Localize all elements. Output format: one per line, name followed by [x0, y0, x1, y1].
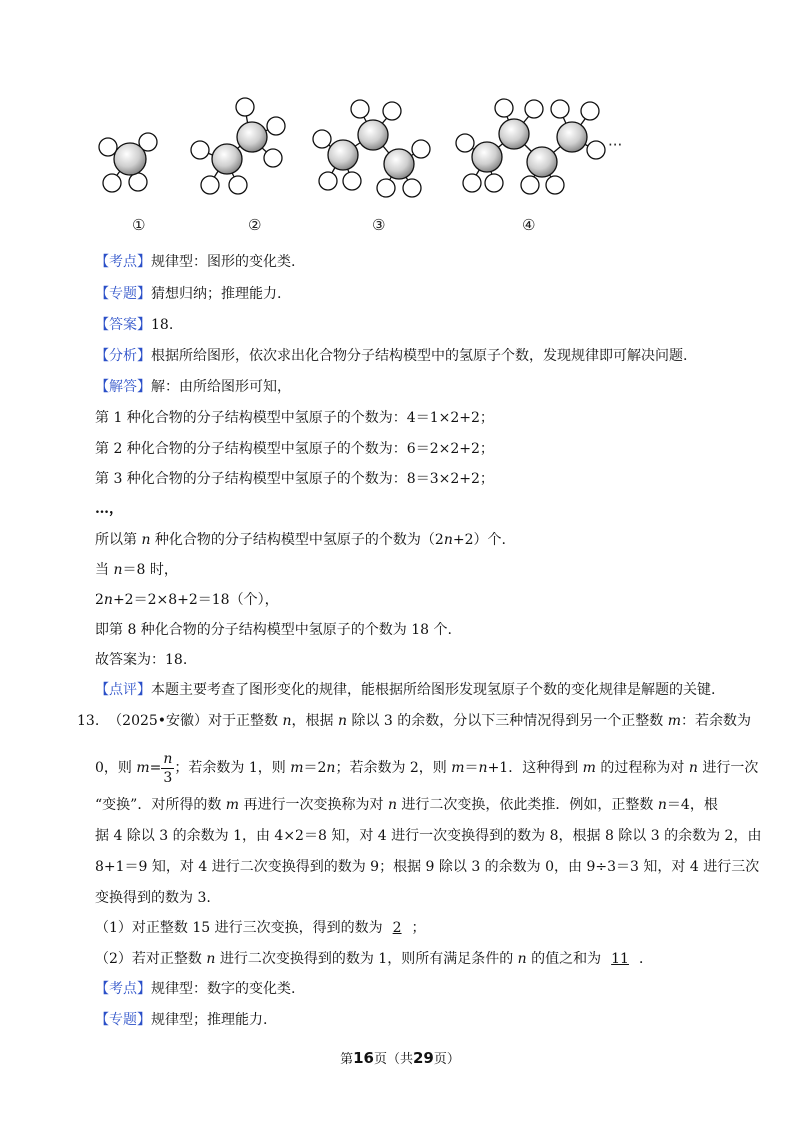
q13-source: （2025•安徽）	[108, 713, 209, 729]
text-seg: 再进行一次变换称为对	[239, 797, 388, 813]
kaodian-line-1	[95, 252, 295, 272]
analysis-line	[95, 346, 687, 366]
text-seg: +2）个.	[452, 532, 506, 548]
text-seg: +2＝2×8+2＝18（个），	[112, 592, 279, 608]
fraction-numerator: n	[163, 750, 173, 767]
var-n: n	[657, 797, 667, 813]
fraction-denominator: 3	[163, 769, 173, 786]
page-number: 16	[353, 1049, 374, 1067]
text-seg: 进行一次	[697, 760, 759, 776]
comment-tag: 【点评】	[95, 682, 151, 698]
text-seg: 对于正整数	[208, 713, 283, 729]
solution-tag: 【解答】	[95, 379, 151, 395]
answer-tag: 【答案】	[95, 317, 151, 333]
figure-ellipsis: ···	[608, 136, 623, 154]
solution-final: 故答案为：18.	[95, 652, 188, 668]
answer-blank-1: 2	[392, 920, 402, 936]
solution-line	[95, 377, 291, 397]
solution-step-3: 第 3 种化合物的分子结构模型中氢原子的个数为：8＝3×2+2；	[95, 471, 494, 487]
solution-compute	[95, 590, 279, 610]
var-n: n	[206, 951, 216, 967]
var-n: n	[688, 760, 698, 776]
text-seg: 进行二次变换得到的数为 1，则所有满足条件的	[215, 951, 518, 967]
var-n: n	[282, 713, 292, 729]
text-seg: 2	[95, 592, 104, 608]
text-seg: “变换”．对所得的数	[95, 797, 226, 813]
comment-text: 本题主要考查了图形变化的规律，能根据所给图形发现氢原子个数的变化规律是解题的关键.	[151, 682, 716, 698]
text-seg: 种化合物的分子结构模型中氢原子的个数为（2	[150, 532, 444, 548]
analysis-tag: 【分析】	[95, 348, 151, 364]
text-seg: ：若余数为	[681, 713, 752, 729]
var-n: n	[141, 532, 151, 548]
text-seg: 页（共	[373, 1052, 413, 1067]
q13-line-2	[95, 748, 758, 788]
answer-blank-2: 11	[611, 951, 629, 967]
var-n: n	[113, 562, 123, 578]
q13-subquestion-1	[95, 918, 426, 938]
var-n: n	[326, 760, 336, 776]
text-seg: 0，则	[95, 760, 137, 776]
solution-text: 解：由所给图形可知，	[151, 379, 291, 395]
kaodian-tag: 【考点】	[95, 981, 151, 997]
text-seg: ＝	[464, 760, 479, 776]
var-n: n	[387, 797, 397, 813]
q13-subquestion-2	[95, 949, 653, 969]
text-seg: 当	[95, 562, 114, 578]
kaodian-tag: 【考点】	[95, 254, 151, 270]
text-seg: 第	[340, 1052, 354, 1067]
var-m: m	[451, 760, 465, 776]
var-n: n	[103, 592, 113, 608]
solution-step-1: 第 1 种化合物的分子结构模型中氢原子的个数为：4＝1×2+2；	[95, 410, 494, 426]
zhuanti-text: 猜想归纳；推理能力.	[151, 286, 282, 302]
molecule-4	[456, 99, 605, 194]
q13-line-5: 8+1＝9 知，对 4 进行二次变换得到的数为 9；根据 9 除以 3 的余数为 0，由 9÷3＝3 知，对 4 进行三次	[95, 859, 760, 875]
molecule-1	[99, 133, 157, 192]
text-seg: ；	[411, 920, 426, 936]
text-seg: ；若余数为 1，则	[174, 760, 291, 776]
q13-line-4: 据 4 除以 3 的余数为 1，由 4×2＝8 知，对 4 进行一次变换得到的数为 8，根据 8 除以 3 的余数为 2，由	[95, 828, 762, 844]
kaodian-text: 规律型：数字的变化类.	[151, 981, 296, 997]
figure-label-4: ④	[522, 216, 536, 234]
text-seg: ，根据	[291, 713, 338, 729]
molecule-2	[191, 98, 285, 194]
var-m: m	[667, 713, 682, 729]
kaodian-line-2	[95, 979, 295, 999]
var-m: m	[582, 760, 596, 776]
comment-line	[95, 680, 715, 700]
solution-general	[95, 530, 506, 550]
var-m: m	[225, 797, 240, 813]
q13-line-3	[95, 795, 718, 815]
fraction-n-over-3	[161, 750, 174, 787]
var-n: n	[478, 760, 488, 776]
q13-line-1	[77, 711, 751, 731]
zhuanti-tag: 【专题】	[95, 1012, 151, 1028]
text-seg: ＝4，根	[666, 797, 718, 813]
kaodian-text: 规律型：图形的变化类.	[151, 254, 296, 270]
figure-label-2: ②	[248, 216, 262, 234]
solution-step-2: 第 2 种化合物的分子结构模型中氢原子的个数为：6＝2×2+2；	[95, 441, 494, 457]
text-seg: 的值之和为	[526, 951, 602, 967]
var-m: m	[136, 760, 150, 776]
zhuanti-line-1	[95, 284, 281, 304]
text-seg: 页）	[433, 1052, 460, 1067]
var-n: n	[443, 532, 453, 548]
page-footer	[0, 1048, 800, 1067]
var-n: n	[517, 951, 527, 967]
answer-text: 18.	[151, 317, 174, 333]
text-seg: +1．这种得到	[487, 760, 583, 776]
answer-line	[95, 315, 173, 335]
zhuanti-line-2	[95, 1010, 267, 1030]
zhuanti-text: 规律型；推理能力.	[151, 1012, 268, 1028]
q13-line-6: 变换得到的数为 3.	[95, 890, 211, 906]
text-seg: 除以 3 的余数，分以下三种情况得到另一个正整数	[347, 713, 668, 729]
text-seg: 所以第	[95, 532, 142, 548]
solution-when-n	[95, 560, 178, 580]
molecule-3	[313, 100, 430, 197]
var-n: n	[338, 713, 348, 729]
text-seg: =	[149, 760, 162, 776]
molecule-figure	[90, 92, 630, 242]
text-seg: ＝8 时，	[122, 562, 178, 578]
figure-label-1: ①	[132, 216, 146, 234]
text-seg: ．	[638, 951, 653, 967]
solution-conclusion: 即第 8 种化合物的分子结构模型中氢原子的个数为 18 个.	[95, 622, 452, 638]
text-seg: （1）对正整数 15 进行三次变换，得到的数为	[95, 920, 383, 936]
page-total: 29	[413, 1049, 434, 1067]
molecule-models-svg	[90, 92, 630, 242]
text-seg: ；若余数为 2，则	[335, 760, 452, 776]
var-m: m	[290, 760, 304, 776]
text-seg: 的过程称为对	[595, 760, 689, 776]
figure-label-3: ③	[372, 216, 386, 234]
text-seg: （2）若对正整数	[95, 951, 207, 967]
solution-ellipsis: …，	[95, 501, 123, 517]
text-seg: 进行二次变换，依此类推．例如，正整数	[396, 797, 658, 813]
text-seg: ＝2	[303, 760, 327, 776]
zhuanti-tag: 【专题】	[95, 286, 151, 302]
analysis-text: 根据所给图形，依次求出化合物分子结构模型中的氢原子个数，发现规律即可解决问题.	[151, 348, 688, 364]
q13-number: 13.	[77, 713, 100, 729]
